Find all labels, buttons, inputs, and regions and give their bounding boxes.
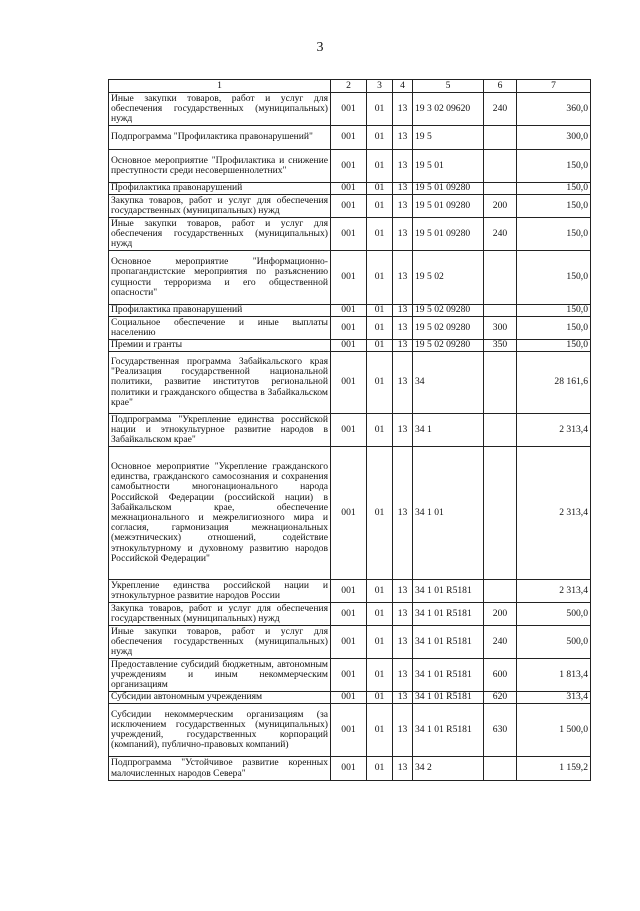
- row-code-section: 01: [367, 704, 393, 757]
- row-code-ministry: 001: [331, 352, 367, 414]
- row-expense-type: [484, 126, 517, 150]
- row-code-ministry: 001: [331, 218, 367, 251]
- row-expense-type: 240: [484, 93, 517, 126]
- row-code-ministry: 001: [331, 692, 367, 704]
- row-target-article: 19 5 01: [413, 150, 484, 183]
- table-row: [109, 704, 591, 757]
- row-expense-type: 240: [484, 218, 517, 251]
- row-target-article: 19 5 01 09280: [413, 218, 484, 251]
- row-code-subsection: 13: [393, 757, 413, 781]
- row-target-article: 34 1 01: [413, 447, 484, 580]
- row-code-subsection: 13: [393, 218, 413, 251]
- row-name: Подпрограмма "Укрепление единства российской нации и этнокультурное развитие народов в Забайкальском крае": [109, 414, 331, 447]
- row-target-article: 34 1 01 R5181: [413, 704, 484, 757]
- page-number: 3: [316, 40, 324, 55]
- row-code-ministry: 001: [331, 580, 367, 603]
- row-expense-type: 240: [484, 626, 517, 659]
- row-code-subsection: 13: [393, 447, 413, 580]
- row-target-article: 19 5 01 09280: [413, 195, 484, 218]
- row-name: Основное мероприятие "Информационно-пропагандистские мероприятия по разъяснению сущности терроризма и его общественной опасности": [109, 251, 331, 305]
- row-code-section: 01: [367, 218, 393, 251]
- table-row: [109, 580, 591, 603]
- row-name: Закупка товаров, работ и услуг для обеспечения государственных (муниципальных) нужд: [109, 603, 331, 626]
- row-expense-type: 620: [484, 692, 517, 704]
- row-name: Предоставление субсидий бюджетным, автономным учреждениям и иным некоммерческим организациям: [109, 659, 331, 692]
- row-amount: 2 313,4: [517, 447, 591, 580]
- row-amount: 2 313,4: [517, 414, 591, 447]
- row-expense-type: [484, 580, 517, 603]
- row-code-ministry: 001: [331, 305, 367, 317]
- row-expense-type: [484, 352, 517, 414]
- table-row: [109, 150, 591, 183]
- row-code-section: 01: [367, 757, 393, 781]
- row-name: Иные закупки товаров, работ и услуг для обеспечения государственных (муниципальных) нужд: [109, 626, 331, 659]
- row-code-subsection: 13: [393, 580, 413, 603]
- row-code-ministry: 001: [331, 626, 367, 659]
- row-target-article: 34 1 01 R5181: [413, 692, 484, 704]
- table-row: [109, 195, 591, 218]
- row-code-ministry: 001: [331, 195, 367, 218]
- row-amount: 150,0: [517, 305, 591, 317]
- row-name: Государственная программа Забайкальского края "Реализация государственной национальной политики, развитие институтов региональной политики и гражданского общества в Забайкальском крае": [109, 352, 331, 414]
- row-target-article: 19 5 02 09280: [413, 305, 484, 317]
- row-code-section: 01: [367, 603, 393, 626]
- row-code-subsection: 13: [393, 251, 413, 305]
- row-code-ministry: 001: [331, 757, 367, 781]
- row-amount: 1 500,0: [517, 704, 591, 757]
- row-target-article: 34 1 01 R5181: [413, 580, 484, 603]
- row-code-section: 01: [367, 352, 393, 414]
- row-target-article: 34: [413, 352, 484, 414]
- row-code-ministry: 001: [331, 126, 367, 150]
- row-code-subsection: 13: [393, 352, 413, 414]
- column-header: 3: [367, 80, 393, 93]
- row-code-ministry: 001: [331, 340, 367, 352]
- row-expense-type: [484, 183, 517, 195]
- row-code-subsection: 13: [393, 150, 413, 183]
- column-header: 4: [393, 80, 413, 93]
- table-row: [109, 218, 591, 251]
- row-code-ministry: 001: [331, 251, 367, 305]
- table-row: [109, 692, 591, 704]
- row-name: Укрепление единства российской нации и этнокультурное развитие народов России: [109, 580, 331, 603]
- table-row: [109, 659, 591, 692]
- row-name: Иные закупки товаров, работ и услуг для обеспечения государственных (муниципальных) нужд: [109, 93, 331, 126]
- row-expense-type: 200: [484, 195, 517, 218]
- row-code-subsection: 13: [393, 340, 413, 352]
- row-code-section: 01: [367, 93, 393, 126]
- row-code-subsection: 13: [393, 195, 413, 218]
- row-name: Субсидии некоммерческим организациям (за исключением государственных (муниципальных) учреждений, государственных корпораций (компаний), публично-правовых компаний): [109, 704, 331, 757]
- row-name: Иные закупки товаров, работ и услуг для обеспечения государственных (муниципальных) нужд: [109, 218, 331, 251]
- row-expense-type: 350: [484, 340, 517, 352]
- row-code-subsection: 13: [393, 126, 413, 150]
- table-row: [109, 626, 591, 659]
- table-row: [109, 340, 591, 352]
- column-header: 5: [413, 80, 484, 93]
- row-target-article: 19 5: [413, 126, 484, 150]
- row-code-section: 01: [367, 195, 393, 218]
- row-target-article: 34 1: [413, 414, 484, 447]
- row-amount: 150,0: [517, 183, 591, 195]
- row-name: Профилактика правонарушений: [109, 305, 331, 317]
- column-header: 7: [517, 80, 591, 93]
- row-code-subsection: 13: [393, 704, 413, 757]
- row-amount: 150,0: [517, 340, 591, 352]
- row-target-article: 19 5 02: [413, 251, 484, 305]
- row-code-ministry: 001: [331, 183, 367, 195]
- row-expense-type: [484, 251, 517, 305]
- row-name: Профилактика правонарушений: [109, 183, 331, 195]
- row-amount: 150,0: [517, 150, 591, 183]
- row-code-subsection: 13: [393, 414, 413, 447]
- row-code-section: 01: [367, 580, 393, 603]
- row-code-subsection: 13: [393, 183, 413, 195]
- row-target-article: 19 5 02 09280: [413, 340, 484, 352]
- row-code-section: 01: [367, 626, 393, 659]
- row-code-section: 01: [367, 317, 393, 340]
- row-code-ministry: 001: [331, 603, 367, 626]
- row-code-ministry: 001: [331, 93, 367, 126]
- row-code-section: 01: [367, 251, 393, 305]
- table-row: [109, 757, 591, 781]
- row-expense-type: 300: [484, 317, 517, 340]
- row-amount: 150,0: [517, 195, 591, 218]
- row-expense-type: 600: [484, 659, 517, 692]
- row-name: Закупка товаров, работ и услуг для обеспечения государственных (муниципальных) нужд: [109, 195, 331, 218]
- row-amount: 500,0: [517, 603, 591, 626]
- row-code-ministry: 001: [331, 317, 367, 340]
- row-code-section: 01: [367, 340, 393, 352]
- row-expense-type: [484, 414, 517, 447]
- row-amount: 360,0: [517, 93, 591, 126]
- table-row: [109, 305, 591, 317]
- column-header: 1: [109, 80, 331, 93]
- row-name: Подпрограмма "Устойчивое развитие коренных малочисленных народов Севера": [109, 757, 331, 781]
- row-amount: 1 159,2: [517, 757, 591, 781]
- row-name: Подпрограмма "Профилактика правонарушений": [109, 126, 331, 150]
- row-code-section: 01: [367, 183, 393, 195]
- row-name: Социальное обеспечение и иные выплаты населению: [109, 317, 331, 340]
- row-expense-type: 630: [484, 704, 517, 757]
- table-row: [109, 603, 591, 626]
- row-expense-type: [484, 150, 517, 183]
- row-code-ministry: 001: [331, 150, 367, 183]
- row-code-subsection: 13: [393, 317, 413, 340]
- row-code-section: 01: [367, 150, 393, 183]
- table-row: [109, 414, 591, 447]
- budget-table: [108, 79, 591, 781]
- row-code-section: 01: [367, 305, 393, 317]
- row-amount: 500,0: [517, 626, 591, 659]
- row-code-subsection: 13: [393, 603, 413, 626]
- row-code-ministry: 001: [331, 447, 367, 580]
- row-name: Премии и гранты: [109, 340, 331, 352]
- row-expense-type: [484, 757, 517, 781]
- row-code-subsection: 13: [393, 305, 413, 317]
- column-header: 6: [484, 80, 517, 93]
- row-expense-type: [484, 305, 517, 317]
- table-row: [109, 352, 591, 414]
- row-code-ministry: 001: [331, 704, 367, 757]
- row-code-section: 01: [367, 659, 393, 692]
- column-header: 2: [331, 80, 367, 93]
- row-target-article: 34 1 01 R5181: [413, 659, 484, 692]
- row-amount: 300,0: [517, 126, 591, 150]
- row-code-ministry: 001: [331, 414, 367, 447]
- row-code-subsection: 13: [393, 692, 413, 704]
- table-row: [109, 183, 591, 195]
- row-name: Субсидии автономным учреждениям: [109, 692, 331, 704]
- row-target-article: 34 1 01 R5181: [413, 626, 484, 659]
- row-target-article: 19 5 01 09280: [413, 183, 484, 195]
- row-target-article: 34 2: [413, 757, 484, 781]
- row-amount: 150,0: [517, 251, 591, 305]
- row-name: Основное мероприятие "Профилактика и снижение преступности среди несовершеннолетних": [109, 150, 331, 183]
- row-code-section: 01: [367, 126, 393, 150]
- row-code-subsection: 13: [393, 626, 413, 659]
- row-expense-type: 200: [484, 603, 517, 626]
- row-code-section: 01: [367, 447, 393, 580]
- table-body: [109, 93, 591, 781]
- row-target-article: 34 1 01 R5181: [413, 603, 484, 626]
- row-amount: 2 313,4: [517, 580, 591, 603]
- table-row: [109, 251, 591, 305]
- row-amount: 150,0: [517, 317, 591, 340]
- row-name: Основное мероприятие "Укрепление гражданского единства, гражданского самосознания и сохранения самобытности многонационального народа Российской Федерации (российской нации) в Забайкальском крае, обеспечение межнационального и межрелигиозного мира и согласия, гармонизация межнациональных (межэтнических) отношений, содействие этнокультурному и духовному развитию народов Российской Федерации": [109, 447, 331, 580]
- table-row: [109, 93, 591, 126]
- row-code-section: 01: [367, 414, 393, 447]
- table-row: [109, 317, 591, 340]
- row-code-section: 01: [367, 692, 393, 704]
- row-expense-type: [484, 447, 517, 580]
- row-code-ministry: 001: [331, 659, 367, 692]
- row-target-article: 19 5 02 09280: [413, 317, 484, 340]
- row-amount: 150,0: [517, 218, 591, 251]
- table-row: [109, 447, 591, 580]
- table-header-row: [109, 80, 591, 93]
- row-amount: 28 161,6: [517, 352, 591, 414]
- row-target-article: 19 3 02 09620: [413, 93, 484, 126]
- row-amount: 1 813,4: [517, 659, 591, 692]
- row-amount: 313,4: [517, 692, 591, 704]
- row-code-subsection: 13: [393, 659, 413, 692]
- row-code-subsection: 13: [393, 93, 413, 126]
- table-row: [109, 126, 591, 150]
